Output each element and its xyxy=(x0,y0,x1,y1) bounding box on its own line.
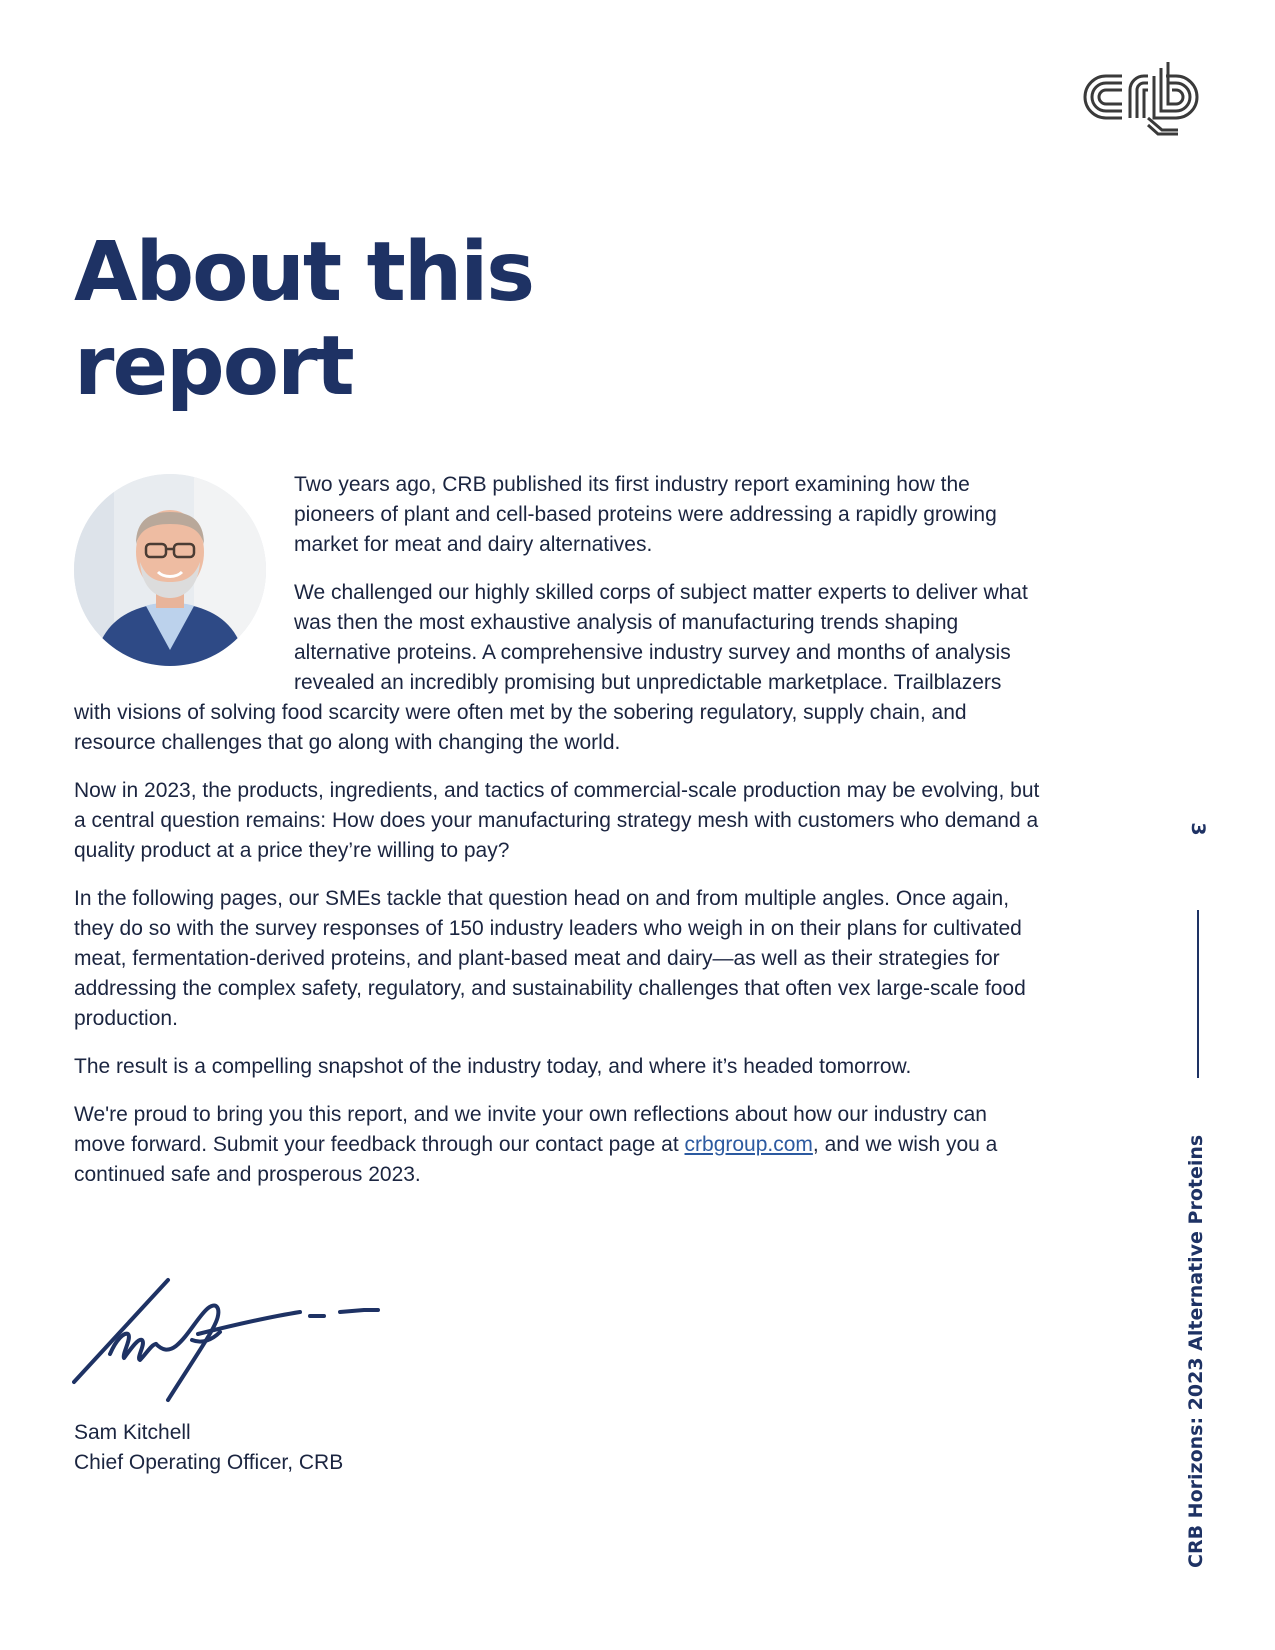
signer-role: Chief Operating Officer, CRB xyxy=(74,1451,344,1474)
paragraph-3: Now in 2023, the products, ingredients, and tactics of commercial-scale production may be evolving, but a central question remains: How does your manufacturing strategy mesh with customers who demand a quality product at a price they’re willing to pay? xyxy=(74,779,1040,862)
signer-name: Sam Kitchell xyxy=(74,1421,191,1444)
page-title xyxy=(74,226,533,414)
paragraph-1: Two years ago, CRB published its first industry report examining how the pioneers of plant and cell-based proteins were addressing a rapidly growing market for meat and dairy alternatives. xyxy=(294,473,997,556)
letter-body xyxy=(74,470,1044,1208)
closing-text-after: , and we wish you a continued safe and prosperous 2023. xyxy=(74,1133,998,1186)
portrait-wrap-space xyxy=(74,470,294,696)
paragraph-closing xyxy=(74,1100,1044,1190)
page-number: 3 xyxy=(1187,822,1209,836)
closing-text-before: We're proud to bring you this report, and we invite your own reflections about how our industry can move forward. Submit your feedback through our contact page at xyxy=(74,1103,987,1156)
signature-icon xyxy=(72,1270,412,1410)
page-title-line2: report xyxy=(74,319,353,414)
paragraph-2: We challenged our highly skilled corps of subject matter experts to deliver what was then the most exhaustive analysis of manufacturing trends shaping alternative proteins. A comprehensive industry survey and months of analysis revealed an incredibly promising but unpredictable marketplace. Trailblazers with visions of solving food scarcity were often met by the sobering regulatory, supply chain, and resource challenges that go along with changing the world. xyxy=(74,581,1028,754)
crbgroup-link[interactable]: crbgroup.com xyxy=(684,1133,813,1156)
publication-title: CRB Horizons: 2023 Alternative Proteins xyxy=(1185,1134,1207,1568)
signer-block xyxy=(74,1418,343,1478)
crb-logo-icon xyxy=(1082,60,1202,136)
paragraph-5: The result is a compelling snapshot of the industry today, and where it’s headed tomorrow. xyxy=(74,1055,912,1078)
side-rail-divider xyxy=(1197,910,1199,1078)
paragraph-4: In the following pages, our SMEs tackle that question head on and from multiple angles. Once again, they do so with the survey responses of 150 industry leaders who weigh in on their plans for cultivated meat, fermentation-derived proteins, and plant-based meat and dairy—as well as their strategies for addressing the complex safety, regulatory, and sustainability challenges that often vex large-scale food production. xyxy=(74,887,1026,1030)
page-title-line1: About this xyxy=(74,225,534,320)
